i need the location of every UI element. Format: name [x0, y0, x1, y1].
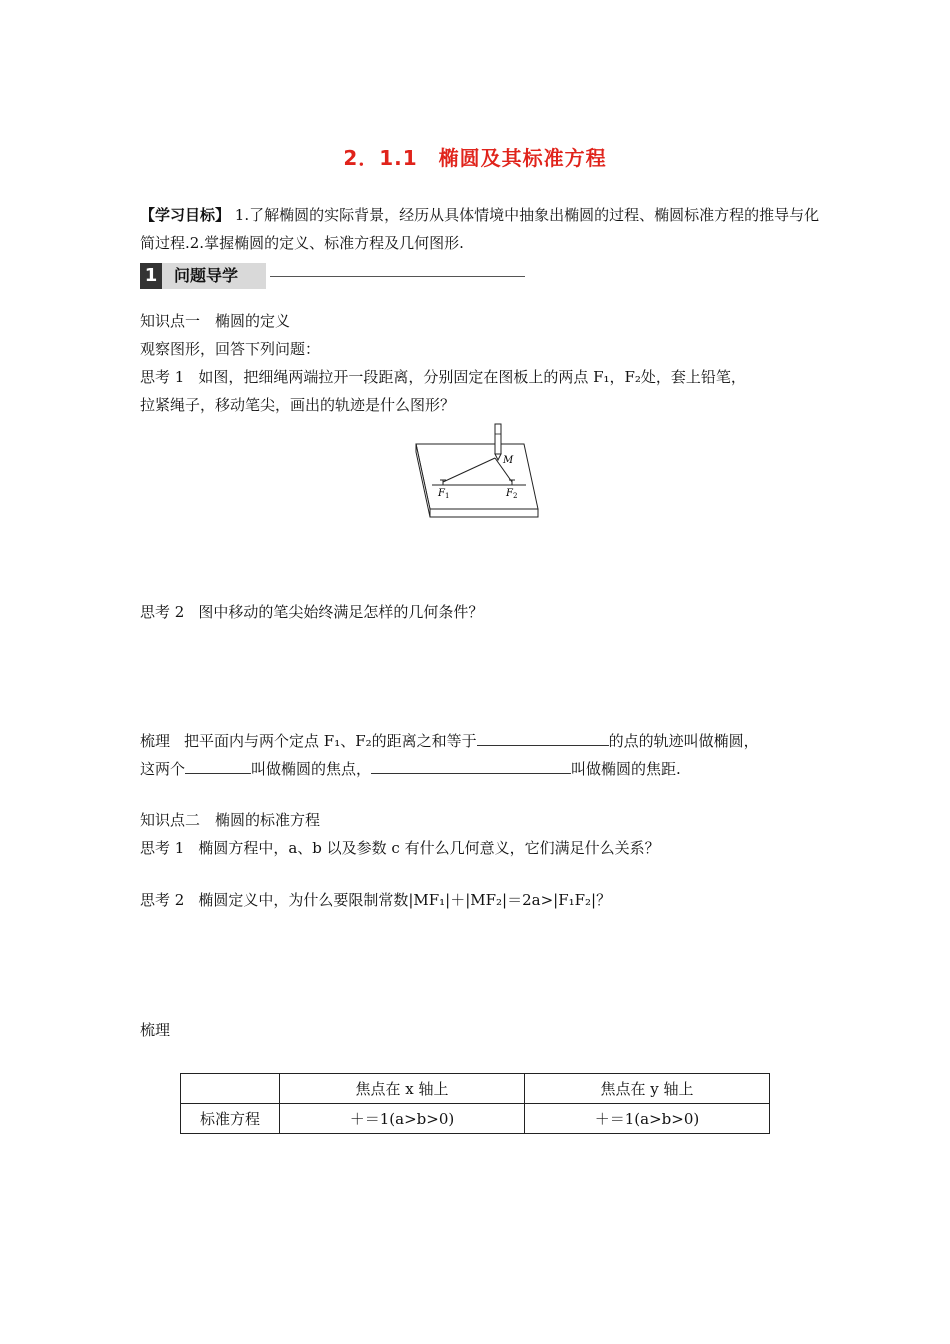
question-label: 思考 1: [140, 368, 185, 386]
question-text: 如图，把细绳两端拉开一段距离，分别固定在图板上的两点 F₁，F₂处，套上铅笔，: [198, 368, 746, 386]
label-f1-subscript: 1: [445, 492, 450, 500]
learning-objectives: [140, 201, 820, 257]
question-text: 图中移动的笔尖始终满足怎样的几何条件？: [198, 603, 484, 621]
kp1-summary-line-1: [140, 727, 759, 755]
section-label: 问题导学: [162, 263, 266, 289]
table-header-cell: 焦点在 y 轴上: [525, 1074, 770, 1104]
summary-text-a: 把平面内与两个定点 F₁、F₂的距离之和等于: [184, 732, 477, 750]
section-number: 1: [140, 263, 162, 289]
question-text: 椭圆方程中，a、b 以及参数 c 有什么几何意义，它们满足什么关系？: [198, 839, 660, 857]
ellipse-drawing-figure: [410, 422, 550, 522]
kp1-question-1: [140, 363, 746, 391]
summary-text-d: 叫做椭圆的焦点，: [251, 760, 372, 778]
table-cell: ＋＝1(a>b>0): [280, 1104, 525, 1134]
pencil-body: [495, 424, 501, 454]
kp1-question-1-cont: 拉紧绳子，移动笔尖，画出的轨迹是什么图形？: [140, 396, 456, 414]
table-cell: ＋＝1(a>b>0): [525, 1104, 770, 1134]
question-label: 思考 1: [140, 839, 185, 857]
label-f1: F: [438, 488, 445, 499]
drawing-board-top: [416, 444, 538, 509]
kp1-heading: 知识点一 椭圆的定义: [140, 312, 291, 330]
label-m: M: [503, 455, 514, 466]
fill-blank-2[interactable]: [185, 755, 251, 774]
section-divider: [270, 276, 525, 277]
kp1-question-2: [140, 598, 483, 626]
objectives-text: 1.了解椭圆的实际背景，经历从具体情境中抽象出椭圆的过程、椭圆标准方程的推导与化简过程.2.掌握椭圆的定义、标准方程及几何图形.: [140, 206, 820, 252]
kp2-question-2: [140, 886, 611, 914]
page-title: 2．1.1 椭圆及其标准方程: [343, 146, 607, 170]
table-header-cell: 焦点在 x 轴上: [280, 1074, 525, 1104]
question-text: 椭圆定义中，为什么要限制常数|MF₁|＋|MF₂|＝2a>|F₁F₂|？: [198, 891, 612, 909]
question-label: 思考 2: [140, 891, 185, 909]
drawing-board-front: [430, 509, 538, 517]
fill-blank-1[interactable]: [477, 727, 609, 746]
table-row: [181, 1104, 770, 1134]
question-label: 思考 2: [140, 603, 185, 621]
table-cell: 标准方程: [181, 1104, 280, 1134]
table-header-cell: [181, 1074, 280, 1104]
summary-text-b: 的点的轨迹叫做椭圆，: [608, 732, 759, 750]
label-f2: F: [506, 488, 513, 499]
label-f2-subscript: 2: [513, 492, 518, 500]
kp1-summary-line-2: [140, 755, 681, 783]
objectives-label: 【学习目标】: [140, 206, 231, 224]
standard-equation-table: [180, 1073, 770, 1134]
table-header-row: [181, 1074, 770, 1104]
summary-label: 梳理: [140, 732, 171, 750]
section-header: [140, 263, 525, 289]
summary-text-c: 这两个: [140, 760, 186, 778]
kp2-heading: 知识点二 椭圆的标准方程: [140, 811, 321, 829]
kp2-summary-label: 梳理: [140, 1021, 171, 1039]
kp1-intro: 观察图形，回答下列问题：: [140, 340, 321, 358]
fill-blank-3[interactable]: [371, 755, 571, 774]
kp2-question-1: [140, 834, 660, 862]
summary-text-e: 叫做椭圆的焦距.: [571, 760, 681, 778]
